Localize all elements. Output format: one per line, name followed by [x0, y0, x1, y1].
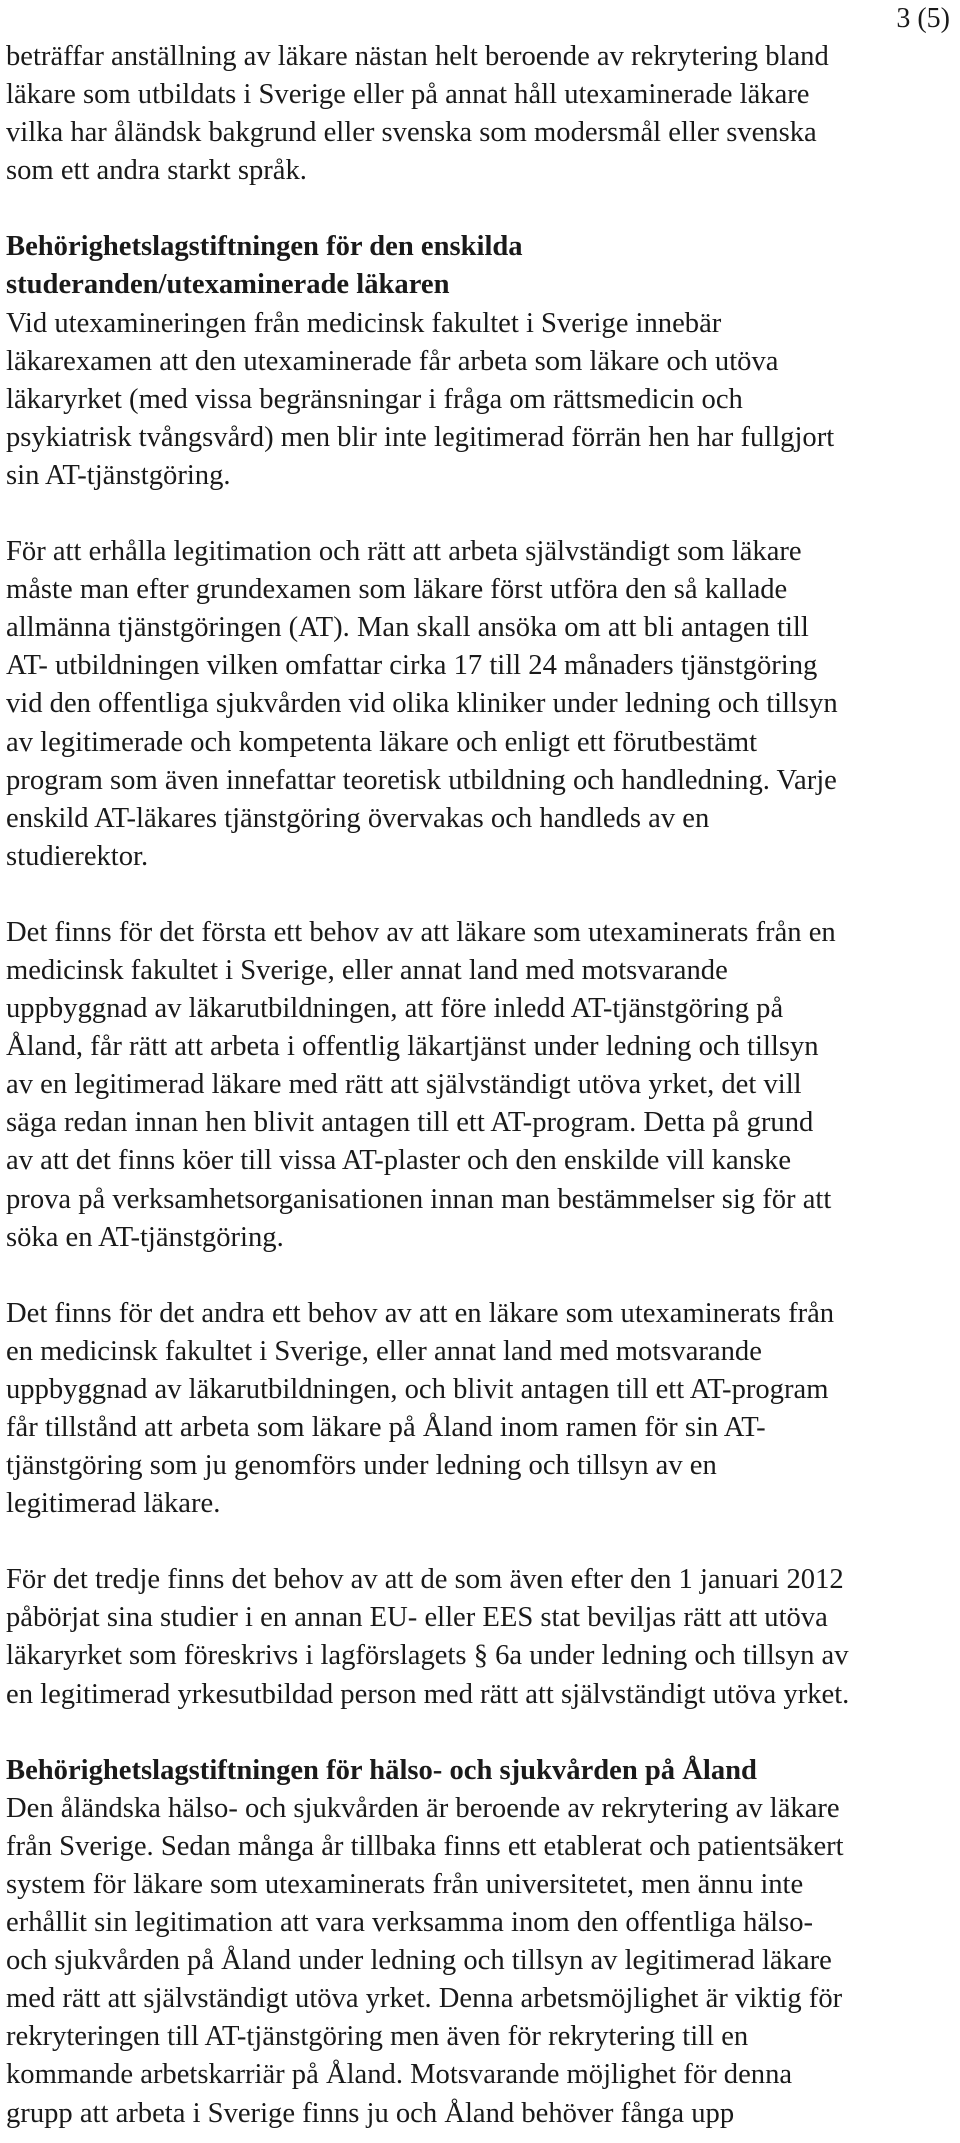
- text-line: av legitimerade och kompetenta läkare och enligt ett förutbestämt: [6, 726, 758, 758]
- text-line: prova på verksamhetsorganisationen innan man bestämmelser sig för att: [6, 1183, 832, 1215]
- text-line: läkarexamen att den utexaminerade får arbeta som läkare och utöva: [6, 345, 779, 377]
- page-number: 3 (5): [896, 3, 950, 34]
- document-body: [6, 38, 948, 2133]
- text-line: legitimerad läkare.: [6, 1488, 221, 1520]
- text-line: psykiatrisk tvångsvård) men blir inte legitimerad förrän hen har fullgjort: [6, 421, 835, 453]
- text-line: läkaryrket (med vissa begränsningar i fråga om rättsmedicin och: [6, 383, 743, 415]
- text-line: system för läkare som utexaminerats från universitetet, men ännu inte: [6, 1868, 804, 1900]
- text-line: vilka har åländsk bakgrund eller svenska som modersmål eller svenska: [6, 117, 817, 149]
- text-line: Det finns för det första ett behov av att läkare som utexaminerats från en: [6, 916, 836, 948]
- section-heading: [6, 1752, 948, 1790]
- text-line: allmänna tjänstgöringen (AT). Man skall ansöka om att bli antagen till: [6, 612, 809, 644]
- text-line: som ett andra starkt språk.: [6, 155, 307, 187]
- heading-line: studeranden/utexaminerade läkaren: [6, 269, 450, 301]
- text-line: påbörjat sina studier i en annan EU- eller EES stat beviljas rätt att utöva: [6, 1602, 828, 1634]
- text-line: enskild AT-läkares tjänstgöring övervakas och handleds av en: [6, 802, 710, 834]
- text-line: av att det finns köer till vissa AT-plaster och den enskilde vill kanske: [6, 1145, 792, 1177]
- text-line: Den åländska hälso- och sjukvården är beroende av rekrytering av läkare: [6, 1792, 840, 1824]
- paragraph: [6, 533, 948, 876]
- text-line: uppbyggnad av läkarutbildningen, och blivit antagen till ett AT-program: [6, 1373, 829, 1405]
- text-line: måste man efter grundexamen som läkare först utföra den så kallade: [6, 574, 788, 606]
- text-line: program som även innefattar teoretisk utbildning och handledning. Varje: [6, 764, 837, 796]
- text-line: en legitimerad yrkesutbildad person med rätt att självständigt utöva yrket.: [6, 1678, 850, 1710]
- text-line: studierektor.: [6, 840, 149, 872]
- text-line: grupp att arbeta i Sverige finns ju och Åland behöver fånga upp: [6, 2097, 735, 2129]
- text-line: söka en AT-tjänstgöring.: [6, 1221, 284, 1253]
- heading-line: Behörighetslagstiftningen för hälso- och sjukvården på Åland: [6, 1754, 757, 1786]
- heading-line: Behörighetslagstiftningen för den enskilda: [6, 231, 523, 263]
- text-line: får tillstånd att arbeta som läkare på Åland inom ramen för sin AT-: [6, 1412, 766, 1443]
- paragraph: [6, 914, 948, 1257]
- text-line: För att erhålla legitimation och rätt att arbeta självständigt som läkare: [6, 536, 802, 568]
- text-line: kommande arbetskarriär på Åland. Motsvarande möjlighet för denna: [6, 2059, 793, 2091]
- text-line: beträffar anställning av läkare nästan helt beroende av rekrytering bland: [6, 41, 829, 72]
- text-line: medicinsk fakultet i Sverige, eller annat land med motsvarande: [6, 954, 728, 986]
- text-line: uppbyggnad av läkarutbildningen, att före inledd AT-tjänstgöring på: [6, 993, 784, 1025]
- text-line: med rätt att självständigt utöva yrket. Denna arbetsmöjlighet är viktig för: [6, 1983, 843, 2015]
- paragraph: [6, 1295, 948, 1524]
- text-line: tjänstgöring som ju genomförs under ledning och tillsyn av en: [6, 1450, 717, 1482]
- text-line: av en legitimerad läkare med rätt att självständigt utöva yrket, det vill: [6, 1069, 802, 1101]
- text-line: rekryteringen till AT-tjänstgöring men även för rekrytering till en: [6, 2021, 749, 2053]
- text-line: säga redan innan hen blivit antagen till ett AT-program. Detta på grund: [6, 1107, 814, 1139]
- text-line: erhållit sin legitimation att vara verksamma inom den offentliga hälso-: [6, 1907, 814, 1939]
- section-heading: [6, 228, 948, 304]
- text-line: sin AT-tjänstgöring.: [6, 459, 231, 491]
- text-line: och sjukvården på Åland under ledning och tillsyn av legitimerad läkare: [6, 1945, 832, 1977]
- intro-paragraph: [6, 38, 948, 190]
- text-line: För det tredje finns det behov av att de som även efter den 1 januari 2012: [6, 1564, 844, 1596]
- text-line: läkaryrket som föreskrivs i lagförslagets § 6a under ledning och tillsyn av: [6, 1640, 849, 1672]
- text-line: vid den offentliga sjukvården vid olika kliniker under ledning och tillsyn: [6, 688, 838, 720]
- paragraph: [6, 1790, 948, 2133]
- text-line: Det finns för det andra ett behov av att en läkare som utexaminerats från: [6, 1297, 835, 1329]
- paragraph: [6, 305, 948, 495]
- text-line: Vid utexamineringen från medicinsk fakultet i Sverige innebär: [6, 307, 722, 339]
- text-line: från Sverige. Sedan många år tillbaka finns ett etablerat och patientsäkert: [6, 1830, 844, 1862]
- text-line: Åland, får rätt att arbeta i offentlig läkartjänst under ledning och tillsyn: [6, 1031, 819, 1063]
- paragraph: [6, 1561, 948, 1713]
- text-line: AT- utbildningen vilken omfattar cirka 17 till 24 månaders tjänstgöring: [6, 650, 818, 682]
- text-line: en medicinsk fakultet i Sverige, eller annat land med motsvarande: [6, 1335, 762, 1367]
- text-line: läkare som utbildats i Sverige eller på annat håll utexaminerade läkare: [6, 79, 810, 111]
